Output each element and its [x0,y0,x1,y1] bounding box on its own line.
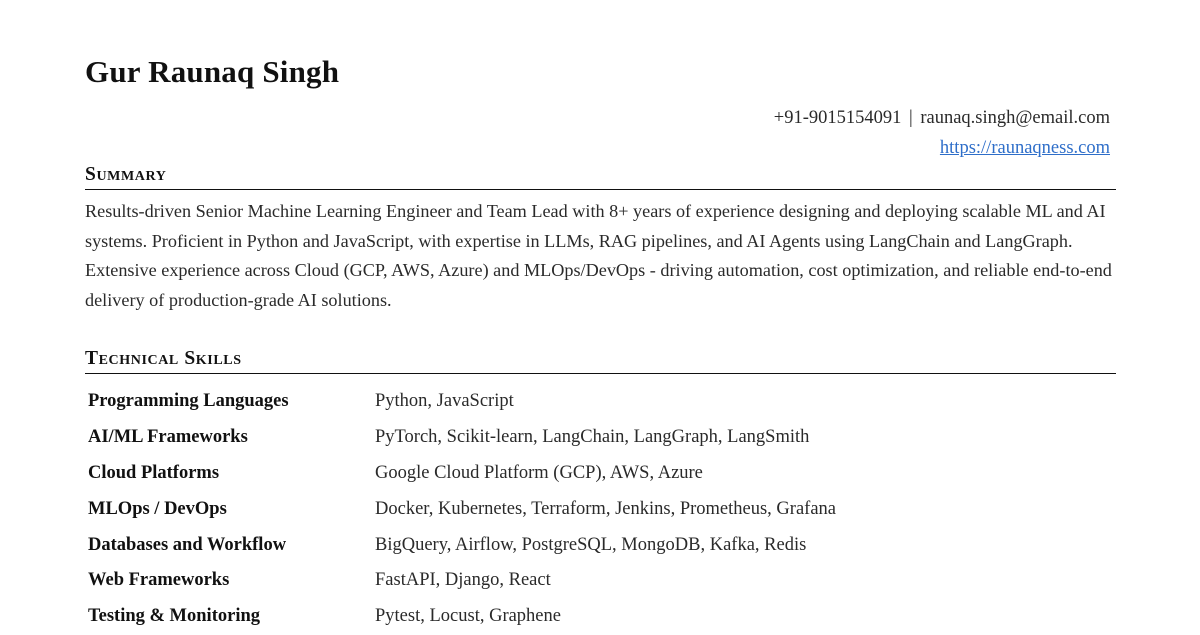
skills-table [88,384,1116,635]
skill-row [88,456,1116,492]
skill-list: Python, JavaScript [375,391,514,412]
skill-row [88,599,1116,635]
skill-category: Testing & Monitoring [88,606,260,627]
phone-number: +91-9015154091 [773,108,902,128]
candidate-name: Gur Raunaq Singh [85,54,340,89]
skill-row [88,420,1116,456]
skill-category: MLOps / DevOps [88,498,227,519]
contact-separator: | [909,108,913,128]
skill-list: FastAPI, Django, React [375,570,551,591]
skill-list: BigQuery, Airflow, PostgreSQL, MongoDB, Kafka, Redis [375,534,807,555]
skill-list: Docker, Kubernetes, Terraform, Jenkins, Prometheus, Grafana [375,498,836,519]
skill-category: Programming Languages [88,391,289,412]
summary-paragraph: Results-driven Senior Machine Learning Engineer and Team Lead with 8+ years of experience designing and deploying scalable ML and AI systems. Proficient in Python and JavaScript, with expertise in LLMs, RAG pipelines, and AI Agents using LangChain and LangGraph. Extensive experience across Cloud (GCP, AWS, Azure) and MLOps/DevOps - driving automation, cost optimization, and reliable end-to-end delivery of production-grade AI solutions. [85,201,1112,310]
skill-row [88,527,1116,563]
skill-list: Google Cloud Platform (GCP), AWS, Azure [375,462,703,483]
summary-heading: Summary [85,164,1116,190]
skill-category: Databases and Workflow [88,534,287,555]
skill-list: PyTorch, Scikit-learn, LangChain, LangGraph, LangSmith [375,427,810,448]
email-address[interactable]: raunaq.singh@email.com [920,108,1110,128]
skill-row [88,384,1116,420]
skill-row [88,563,1116,599]
skill-category: Cloud Platforms [88,462,220,483]
website-line [774,133,1110,163]
skill-list: Pytest, Locust, Graphene [375,606,561,627]
contact-block [774,103,1110,163]
contact-line [774,103,1110,133]
skill-category: AI/ML Frameworks [88,427,248,448]
skill-category: Web Frameworks [88,570,230,591]
website-link[interactable]: https://raunaqness.com [939,138,1110,158]
skills-heading: Technical Skills [85,348,1116,374]
skill-row [88,491,1116,527]
